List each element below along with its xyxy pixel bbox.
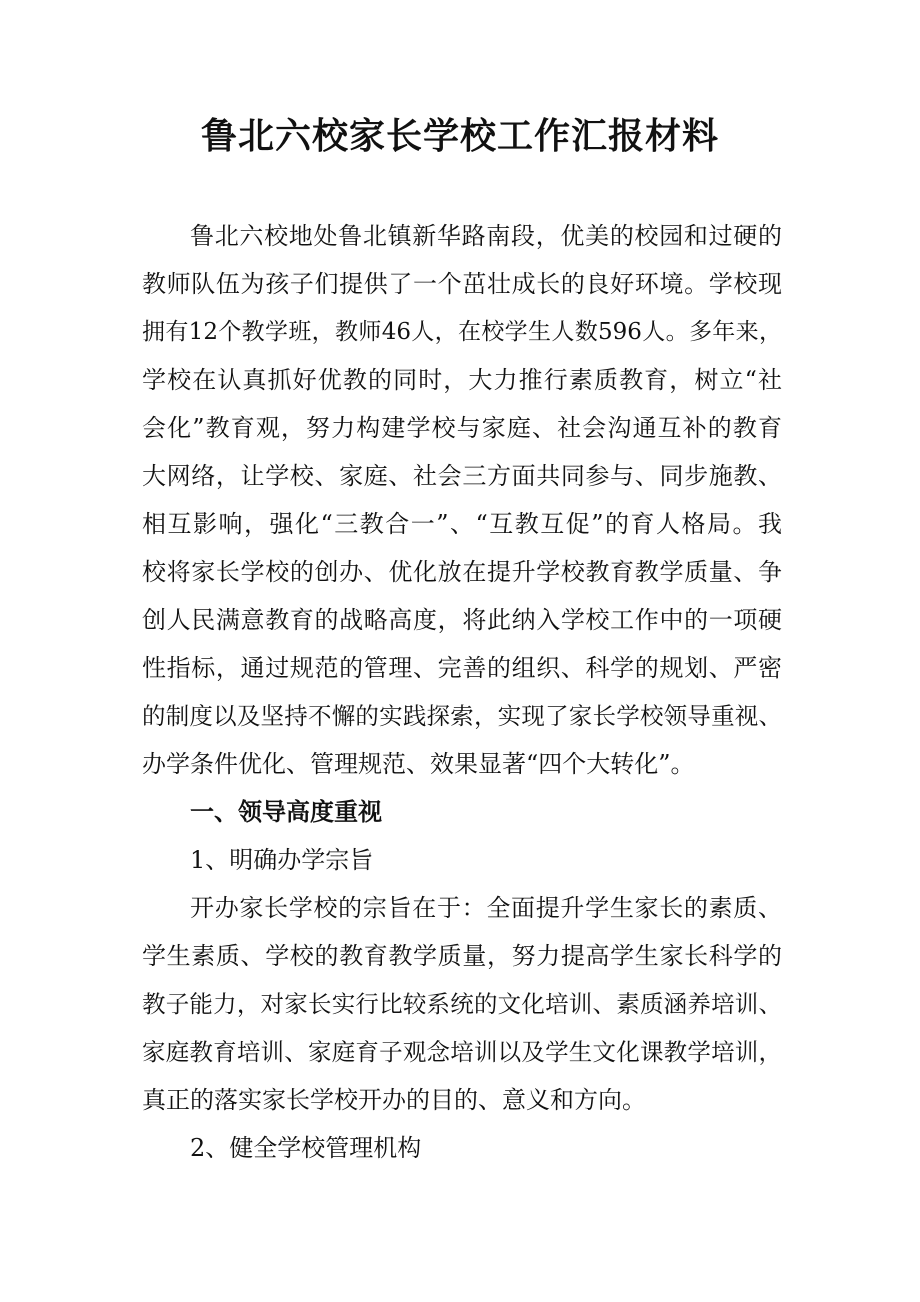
section-heading: 一、领导高度重视	[190, 797, 382, 826]
intro-paragraph	[142, 212, 782, 788]
paragraph-line: 鲁北六校地处鲁北镇新华路南段，优美的校园和过硬的	[190, 222, 782, 250]
paragraph-line: 开办家长学校的宗旨在于：全面提升学生家长的素质、	[190, 894, 782, 922]
paragraph-line: 校将家长学校的创办、优化放在提升学校教育教学质量、争	[142, 558, 782, 586]
paragraph-line: 相互影响，强化“三教合一”、“互教互促”的育人格局。我	[142, 510, 782, 538]
subsection-heading: 1、明确办学宗旨	[190, 846, 374, 874]
paragraph-line: 教师队伍为孩子们提供了一个茁壮成长的良好环境。学校现	[142, 270, 782, 298]
document-title: 鲁北六校家长学校工作汇报材料	[200, 115, 719, 157]
paragraph-line: 大网络，让学校、家庭、社会三方面共同参与、同步施教、	[142, 462, 782, 490]
paragraph-line: 的制度以及坚持不懈的实践探索，实现了家长学校领导重视、	[142, 702, 782, 730]
paragraph-line: 学生素质、学校的教育教学质量，努力提高学生家长科学的	[142, 942, 782, 970]
paragraph-line: 拥有12个教学班，教师46人，在校学生人数596人。多年来，	[142, 319, 782, 345]
paragraph-line: 家庭教育培训、家庭育子观念培训以及学生文化课教学培训，	[142, 1038, 782, 1066]
paragraph-line: 学校在认真抓好优教的同时，大力推行素质教育，树立“社	[142, 366, 782, 394]
paragraph-line: 真正的落实家长学校开办的目的、意义和方向。	[142, 1086, 646, 1114]
paragraph-line: 性指标，通过规范的管理、完善的组织、科学的规划、严密	[142, 654, 782, 682]
paragraph-line: 创人民满意教育的战略高度，将此纳入学校工作中的一项硬	[142, 606, 782, 634]
paragraph-line: 教子能力，对家长实行比较系统的文化培训、素质涵养培训、	[142, 990, 782, 1018]
paragraph-line: 办学条件优化、管理规范、效果显著“四个大转化”。	[142, 750, 695, 778]
document-body	[142, 212, 782, 1172]
item1-paragraph	[142, 884, 782, 1124]
paragraph-line: 会化”教育观，努力构建学校与家庭、社会沟通互补的教育	[142, 414, 782, 442]
subsection-heading: 2、健全学校管理机构	[190, 1134, 422, 1162]
